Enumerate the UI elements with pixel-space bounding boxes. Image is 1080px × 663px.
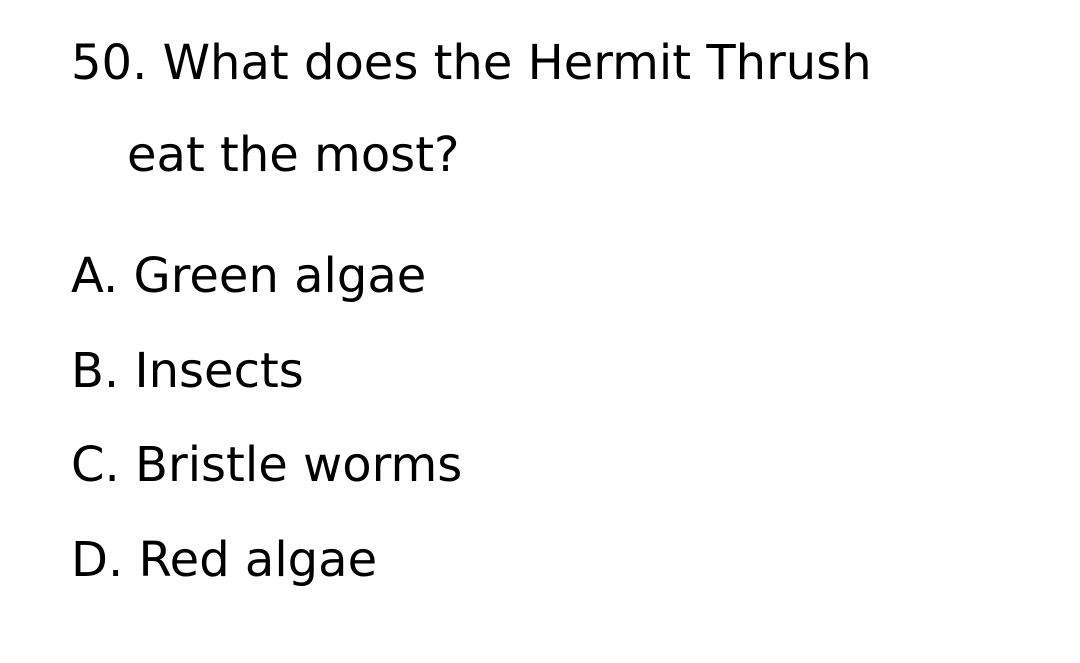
answer-option-d[interactable]: D. Red algae — [71, 532, 378, 588]
answer-option-b[interactable]: B. Insects — [71, 343, 304, 399]
answer-option-c[interactable]: C. Bristle worms — [71, 437, 463, 493]
answer-option-a[interactable]: A. Green algae — [71, 248, 427, 304]
question-text-line-1: 50. What does the Hermit Thrush — [71, 35, 872, 91]
question-text-line-2: eat the most? — [127, 127, 460, 183]
